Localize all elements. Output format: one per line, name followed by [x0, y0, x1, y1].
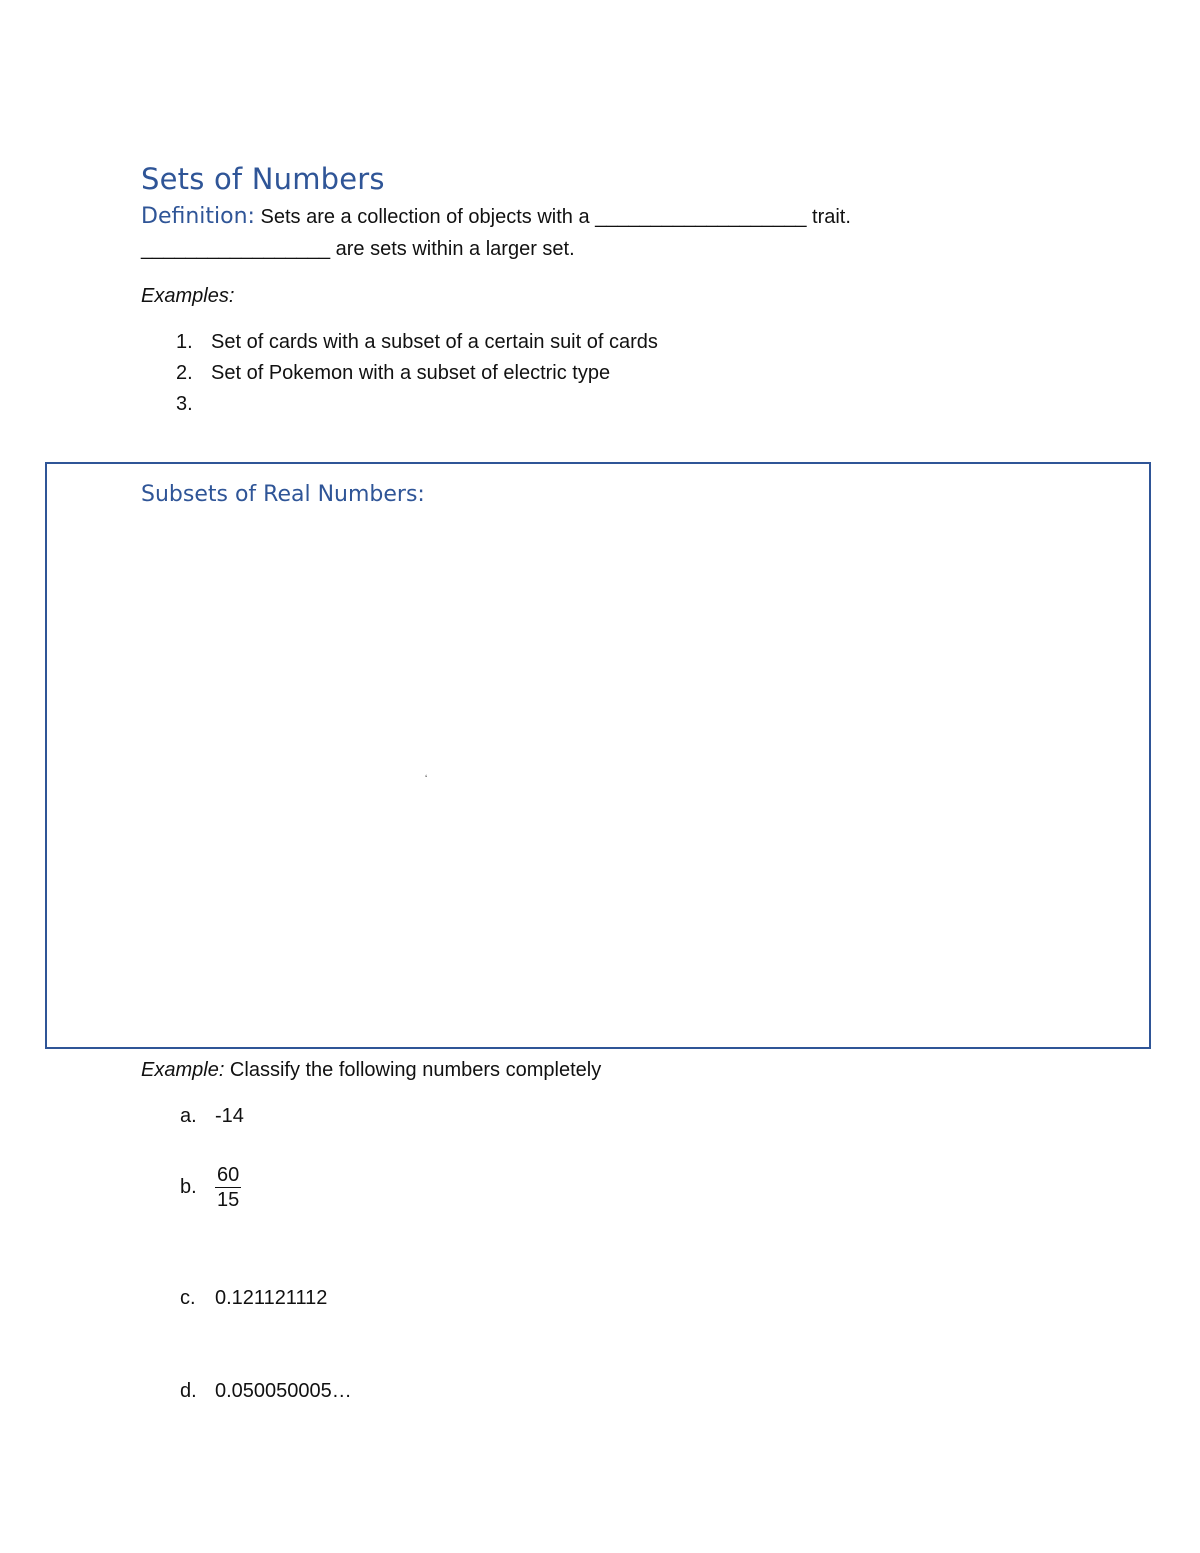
list-item [176, 393, 658, 424]
subsets-box-title: Subsets of Real Numbers: [141, 482, 425, 507]
list-marker: 3. [176, 393, 193, 415]
list-marker: a. [180, 1105, 197, 1127]
list-item-text: Set of cards with a subset of a certain suit of cards [211, 331, 658, 353]
classify-label: Example: [141, 1059, 225, 1081]
list-item [180, 1380, 352, 1403]
definition-text: Sets are a collection of objects with a ___________________ trait. [254, 206, 851, 228]
examples-list [176, 331, 658, 424]
list-marker: d. [180, 1380, 197, 1402]
page-title: Sets of Numbers [141, 162, 385, 196]
list-marker: c. [180, 1287, 196, 1309]
number-value: 0.050050005… [215, 1380, 352, 1402]
list-item [180, 1287, 327, 1310]
list-marker: 1. [176, 331, 193, 353]
list-item [176, 362, 658, 393]
number-value: -14 [215, 1105, 244, 1127]
stray-mark: ʻ [425, 774, 428, 785]
list-item [180, 1105, 244, 1128]
list-marker: b. [180, 1176, 197, 1198]
list-item [180, 1163, 241, 1212]
definition-term: Definition: [141, 204, 255, 229]
list-marker: 2. [176, 362, 193, 384]
number-value: 0.121121112 [215, 1287, 328, 1309]
definition-line [141, 204, 851, 229]
fraction [215, 1163, 241, 1212]
classify-prompt [141, 1059, 601, 1082]
subsets-box [45, 462, 1151, 1049]
list-item [176, 331, 658, 362]
fraction-numerator: 60 [217, 1164, 240, 1186]
list-item-text: Set of Pokemon with a subset of electric type [211, 362, 611, 384]
fraction-denominator: 15 [217, 1189, 240, 1211]
definition-line-2: _________________ are sets within a larger set. [141, 238, 575, 260]
examples-label: Examples: [141, 285, 235, 307]
classify-text: Classify the following numbers completely [224, 1059, 602, 1081]
